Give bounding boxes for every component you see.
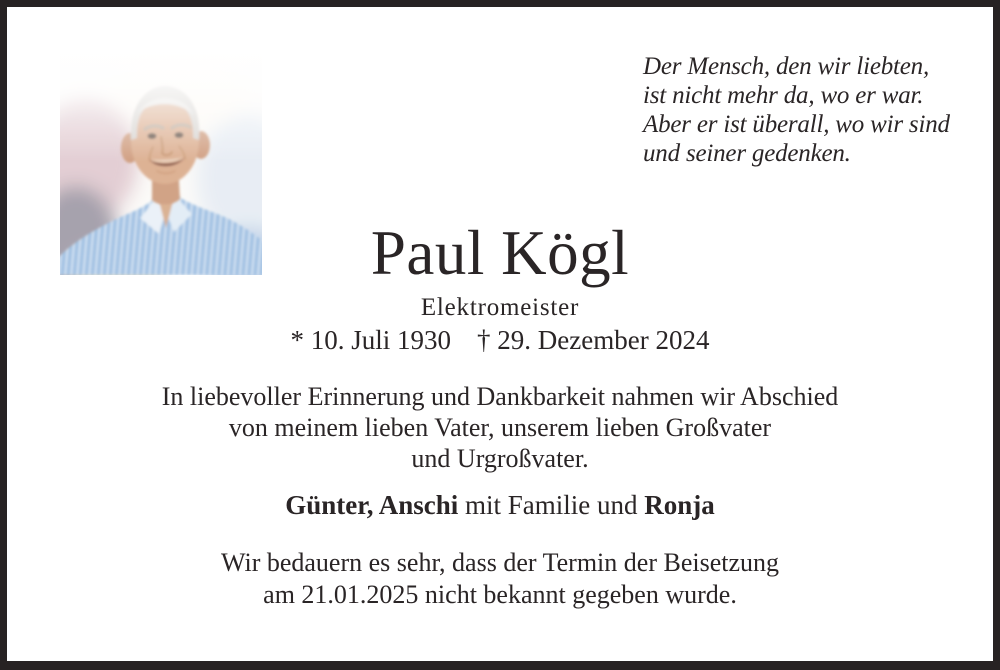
burial-note [7, 547, 993, 611]
birth-date: * 10. Juli 1930 [290, 325, 452, 355]
tribute-line: von meinem lieben Vater, unserem lieben Großvater [228, 413, 772, 442]
deceased-profession: Elektromeister [420, 294, 580, 321]
burial-note-line: am 21.01.2025 nicht bekannt gegeben wurde. [263, 580, 737, 609]
burial-note-line: Wir bedauern es sehr, dass der Termin der Beisetzung [220, 548, 780, 577]
life-dates [7, 325, 993, 356]
epigraph-line: Aber er ist überall, wo wir sind [643, 111, 950, 138]
epigraph [643, 52, 950, 168]
mourners-names-lead: Günter, Anschi [285, 490, 459, 520]
deceased-name: Paul Kögl [370, 218, 630, 288]
tribute-line: In liebevoller Erinnerung und Dankbarkeit nahmen wir Abschied [161, 382, 839, 411]
tribute-line: und Urgroßvater. [411, 444, 589, 473]
mourners-connector: mit Familie und [458, 490, 645, 520]
epigraph-line: ist nicht mehr da, wo er war. [643, 82, 924, 109]
mourners-line [7, 490, 993, 521]
mourners-names-tail: Ronja [644, 490, 715, 520]
tribute-text [7, 381, 993, 474]
epigraph-line: Der Mensch, den wir liebten, [643, 53, 930, 80]
epigraph-line: und seiner gedenken. [643, 140, 851, 167]
death-date: † 29. Dezember 2024 [477, 325, 710, 355]
